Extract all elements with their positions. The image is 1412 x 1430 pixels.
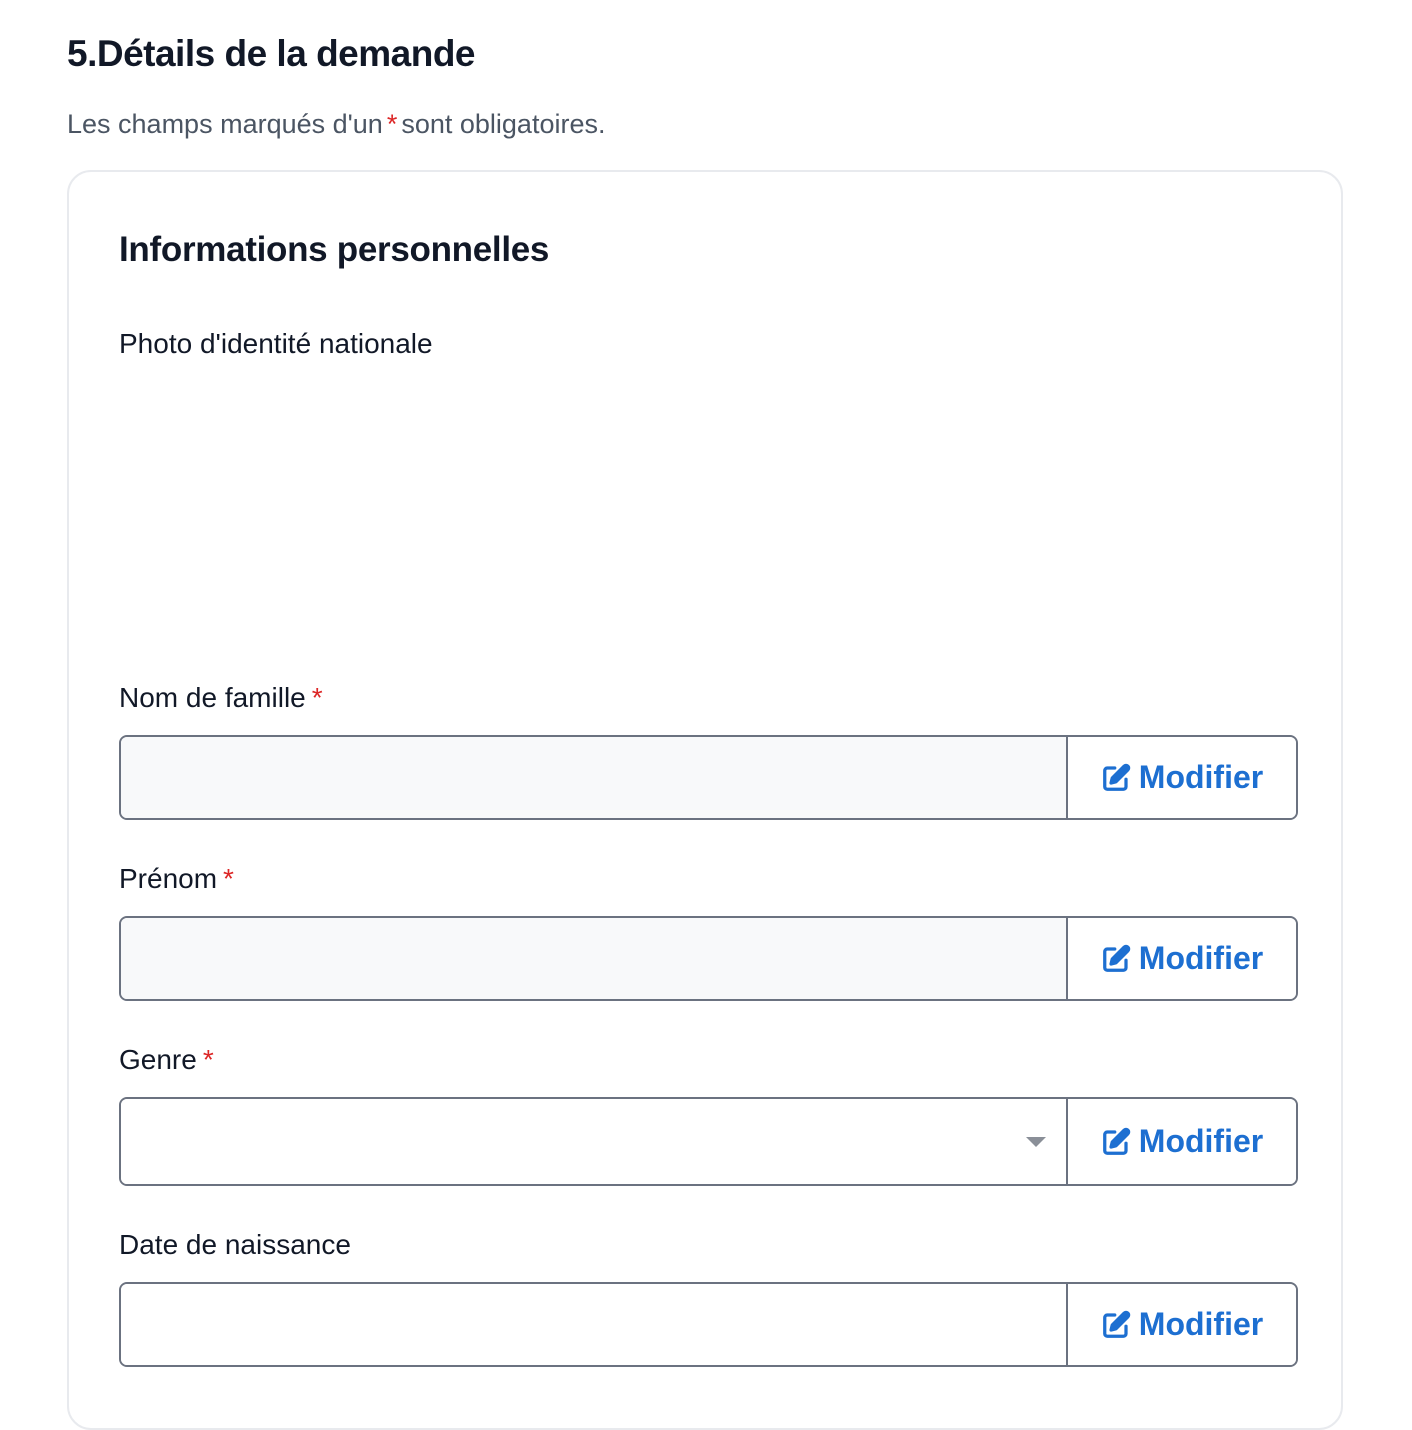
first-name-label-text: Prénom bbox=[119, 863, 218, 894]
birth-date-input[interactable] bbox=[121, 1284, 1068, 1365]
personal-info-card bbox=[67, 170, 1343, 1430]
required-note-text-end: sont obligatoires. bbox=[401, 109, 606, 139]
birth-date-modify-button[interactable] bbox=[1068, 1284, 1296, 1365]
first-name-label bbox=[119, 860, 234, 898]
id-photo-label: Photo d'identité nationale bbox=[119, 328, 433, 359]
first-name-modify-button[interactable] bbox=[1068, 918, 1296, 999]
gender-select[interactable] bbox=[121, 1099, 1068, 1184]
last-name-modify-button[interactable] bbox=[1068, 737, 1296, 818]
gender-field bbox=[119, 1097, 1298, 1186]
page-title: 5.Détails de la demande bbox=[67, 33, 476, 74]
edit-icon bbox=[1101, 944, 1131, 974]
last-name-label bbox=[119, 679, 323, 717]
required-asterisk: * bbox=[311, 682, 323, 713]
edit-icon bbox=[1101, 763, 1131, 793]
modify-button-label: Modifier bbox=[1138, 1123, 1264, 1159]
edit-icon bbox=[1101, 1127, 1131, 1157]
gender-label-text: Genre bbox=[119, 1044, 197, 1075]
required-asterisk: * bbox=[386, 109, 398, 139]
first-name-input[interactable] bbox=[121, 918, 1068, 999]
birth-date-field bbox=[119, 1282, 1298, 1367]
id-photo-area bbox=[119, 372, 1295, 662]
required-asterisk: * bbox=[223, 863, 234, 894]
modify-button-label: Modifier bbox=[1138, 1306, 1264, 1342]
modify-button-label: Modifier bbox=[1138, 759, 1264, 795]
gender-modify-button[interactable] bbox=[1068, 1099, 1296, 1184]
modify-button-label: Modifier bbox=[1138, 940, 1264, 976]
required-asterisk: * bbox=[202, 1044, 214, 1075]
edit-icon bbox=[1101, 1310, 1131, 1340]
gender-label bbox=[119, 1041, 214, 1079]
chevron-down-icon bbox=[1026, 1137, 1046, 1147]
birth-date-label: Date de naissance bbox=[119, 1229, 351, 1260]
last-name-input[interactable] bbox=[121, 737, 1068, 818]
section-title: Informations personnelles bbox=[119, 230, 550, 269]
first-name-field bbox=[119, 916, 1298, 1001]
last-name-field bbox=[119, 735, 1298, 820]
required-note-text-start: Les champs marqués d'un bbox=[67, 109, 383, 139]
required-fields-note bbox=[67, 106, 605, 142]
last-name-label-text: Nom de famille bbox=[119, 682, 306, 713]
